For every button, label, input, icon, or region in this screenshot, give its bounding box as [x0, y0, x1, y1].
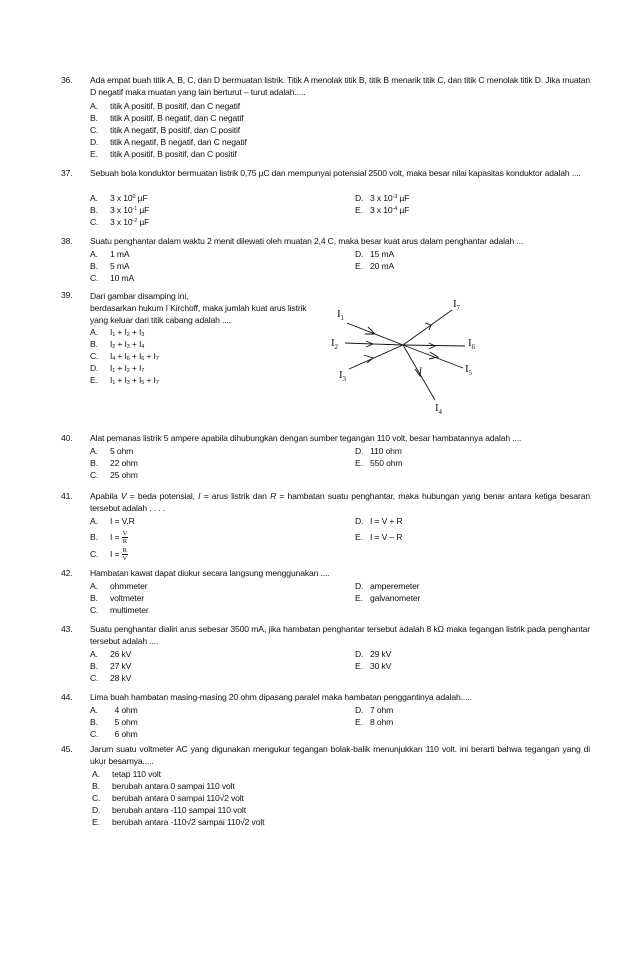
- option-e: E. $I_1 + I_3 + I_5 + I_7$: [90, 375, 159, 386]
- arrow-i6: [429, 343, 435, 349]
- option-c: C. 28 kV: [90, 673, 132, 683]
- question-number: 44.: [61, 692, 73, 702]
- arrowheads: [364, 323, 438, 376]
- option-b: B. 3 x $10^{-1}$ µF: [90, 205, 150, 215]
- option-c: C. 10 mA: [90, 273, 135, 283]
- question-stem: Lima buah hambatan masing-masing 20 ohm dipasang paralel maka hambatan penggantinya adalah.....: [90, 692, 472, 702]
- label-i7: $I_7$: [453, 298, 460, 312]
- option-d: D. I = V + R: [355, 516, 403, 526]
- option-c: C. 3 x $10^{-2}$ µF: [90, 217, 150, 227]
- question-number: 41.: [61, 491, 73, 501]
- option-d: D. titik A negatif, B negatif, dan C negatif: [90, 137, 247, 147]
- option-b: B. 22 ohm: [90, 458, 138, 468]
- option-e: E. berubah antara -110√2 sampai 110√2 volt: [92, 817, 265, 827]
- option-a: A. I = V.R: [90, 516, 135, 526]
- option-a: A. tetap 110 volt: [92, 769, 161, 779]
- label-i6: $I_6$: [468, 337, 475, 351]
- option-e: E. titik A positif, B positif, dan C positif: [90, 149, 237, 159]
- option-e: E. 550 ohm: [355, 458, 403, 468]
- option-d: D. amperemeter: [355, 581, 420, 591]
- option-b: B. $I_2 + I_3 + I_4$: [90, 339, 145, 350]
- option-d: D. 29 kV: [355, 649, 392, 659]
- current-branches: [345, 310, 465, 400]
- fraction: $\frac{R}{V}$: [122, 547, 127, 563]
- option-c: C. berubah antara 0 sampai 110√2 volt: [92, 793, 244, 803]
- question-stem: Ada empat buah titik A, B, C, dan D bermuatan listrik. Titik A menolak titik B, titik B menarik titik C, dan titik C menolak titik D. Jika muatan D negatif maka muatan yang lain berturut – turut adalah.....: [90, 75, 590, 97]
- label-i1: $I_1$: [337, 308, 344, 322]
- option-c: C. multimeter: [90, 605, 149, 615]
- option-e: E. 30 kV: [355, 661, 392, 671]
- option-d: D. 3 x $10^{-3}$ µF: [355, 193, 410, 203]
- option-e: E. galvanometer: [355, 593, 421, 603]
- option-d: D. 110 ohm: [355, 446, 402, 456]
- option-a: A. titik A positif, B positif, dan C negatif: [90, 101, 240, 111]
- branch-i5: [403, 345, 463, 368]
- question-stem-line: Dari gambar disamping ini,: [90, 291, 189, 301]
- question-stem-line: berdasarkan hukum I Kirchoff, maka jumlah kuat arus listrik: [90, 303, 307, 313]
- option-e: E. 8 ohm: [355, 717, 394, 727]
- option-a: A. ohmmeter: [90, 581, 148, 591]
- option-b: B. titik A positif, B negatif, dan C negatif: [90, 113, 244, 123]
- option-d: D. $I_1 + I_2 + I_7$: [90, 363, 145, 374]
- question-number: 45.: [61, 744, 73, 754]
- question-number: 39.: [61, 290, 73, 300]
- option-d: D. 15 mA: [355, 249, 395, 259]
- question-stem: Apabila V = beda potensial, I = arus listrik dan R = hambatan suatu penghantar, maka hubungan yang benar antara ketiga besaran tersebut adalah . . . .: [90, 491, 591, 513]
- question-stem-line: yang keluar dari titik cabang adalah ....: [90, 315, 231, 325]
- option-e: E. 3 x $10^{-4}$ µF: [355, 205, 410, 215]
- question-number: 36.: [61, 75, 73, 85]
- branch-i4: [403, 345, 435, 400]
- question-stem: Sebuah bola konduktor bermuatan listrik 0,75 µC dan mempunyai potensial 2500 volt, maka besar nilai kapasitas konduktor adalah ....: [90, 168, 581, 178]
- option-e: E. I = V – R: [355, 532, 403, 542]
- label-i2: $I_2$: [331, 337, 338, 351]
- option-d: D. 7 ohm: [355, 705, 394, 715]
- question-stem: Alat pemanas listrik 5 ampere apabila dihubungkan dengan sumber tegangan 110 volt, besar hambatannya adalah ....: [90, 433, 522, 443]
- question-stem: Suatu penghantar dalam waktu 2 menit dilewati oleh muatan 2,4 C, maka besar kuat arus dalam penghantar adalah ...: [90, 236, 524, 246]
- option-c: C. 6 ohm: [90, 729, 138, 739]
- question-stem: Hambatan kawat dapat diukur secara langsung menggunakan ....: [90, 568, 330, 578]
- option-b: B. 27 kV: [90, 661, 132, 671]
- label-i3: $I_3$: [339, 369, 346, 383]
- option-a: A. $I_1 + I_2 + I_3$: [90, 327, 145, 338]
- option-b: B. voltmeter: [90, 593, 144, 603]
- option-a: A. 3 x $10^0$ µF: [90, 193, 148, 203]
- fraction: $\frac{V}{R}$: [122, 530, 128, 546]
- option-c: C. $I_4 + I_6 + I_6 + I_7$: [90, 351, 159, 362]
- label-i4: $I_4$: [435, 402, 442, 416]
- branch-i3: [349, 345, 403, 369]
- option-c: C. 25 ohm: [90, 470, 138, 480]
- kirchhoff-junction-diagram: [325, 296, 500, 418]
- option-c: C. titik A negatif, B positif, dan C positif: [90, 125, 240, 135]
- option-d: D. berubah antara -110 sampai 110 volt: [92, 805, 246, 815]
- current-labels: [331, 298, 476, 416]
- option-e: E. 20 mA: [355, 261, 395, 271]
- option-a: A. 5 ohm: [90, 446, 134, 456]
- question-number: 37.: [61, 168, 73, 178]
- question-number: 43.: [61, 624, 73, 634]
- option-a: A. 4 ohm: [90, 705, 138, 715]
- option-c: C. I = $\frac{R}{V}$: [90, 547, 127, 563]
- question-number: 38.: [61, 236, 73, 246]
- question-stem: Jarum suatu voltmeter AC yang digunakan mengukur tegangan bolak-balik menunjukkan 110 volt. ini berarti bahwa tegangan yang di ukur besarnya.....: [90, 744, 590, 766]
- label-i5: $I_5$: [465, 363, 472, 377]
- question-stem: Suatu penghantar dialiri arus sebesar 3500 mA, jika hambatan penghantar tersebut adalah 8 kΩ maka tegangan listrik pada penghantar tersebut adalah ....: [90, 624, 590, 646]
- option-b: B. I = $\frac{V}{R}$: [90, 530, 128, 546]
- option-b: B. 5 ohm: [90, 717, 138, 727]
- option-a: A. 26 kV: [90, 649, 132, 659]
- question-number: 42.: [61, 568, 73, 578]
- option-b: B. 5 mA: [90, 261, 130, 271]
- option-b: B. berubah antara 0 sampai 110 volt: [92, 781, 235, 791]
- branch-i7: [403, 310, 452, 345]
- option-a: A. 1 mA: [90, 249, 130, 259]
- question-number: 40.: [61, 433, 73, 443]
